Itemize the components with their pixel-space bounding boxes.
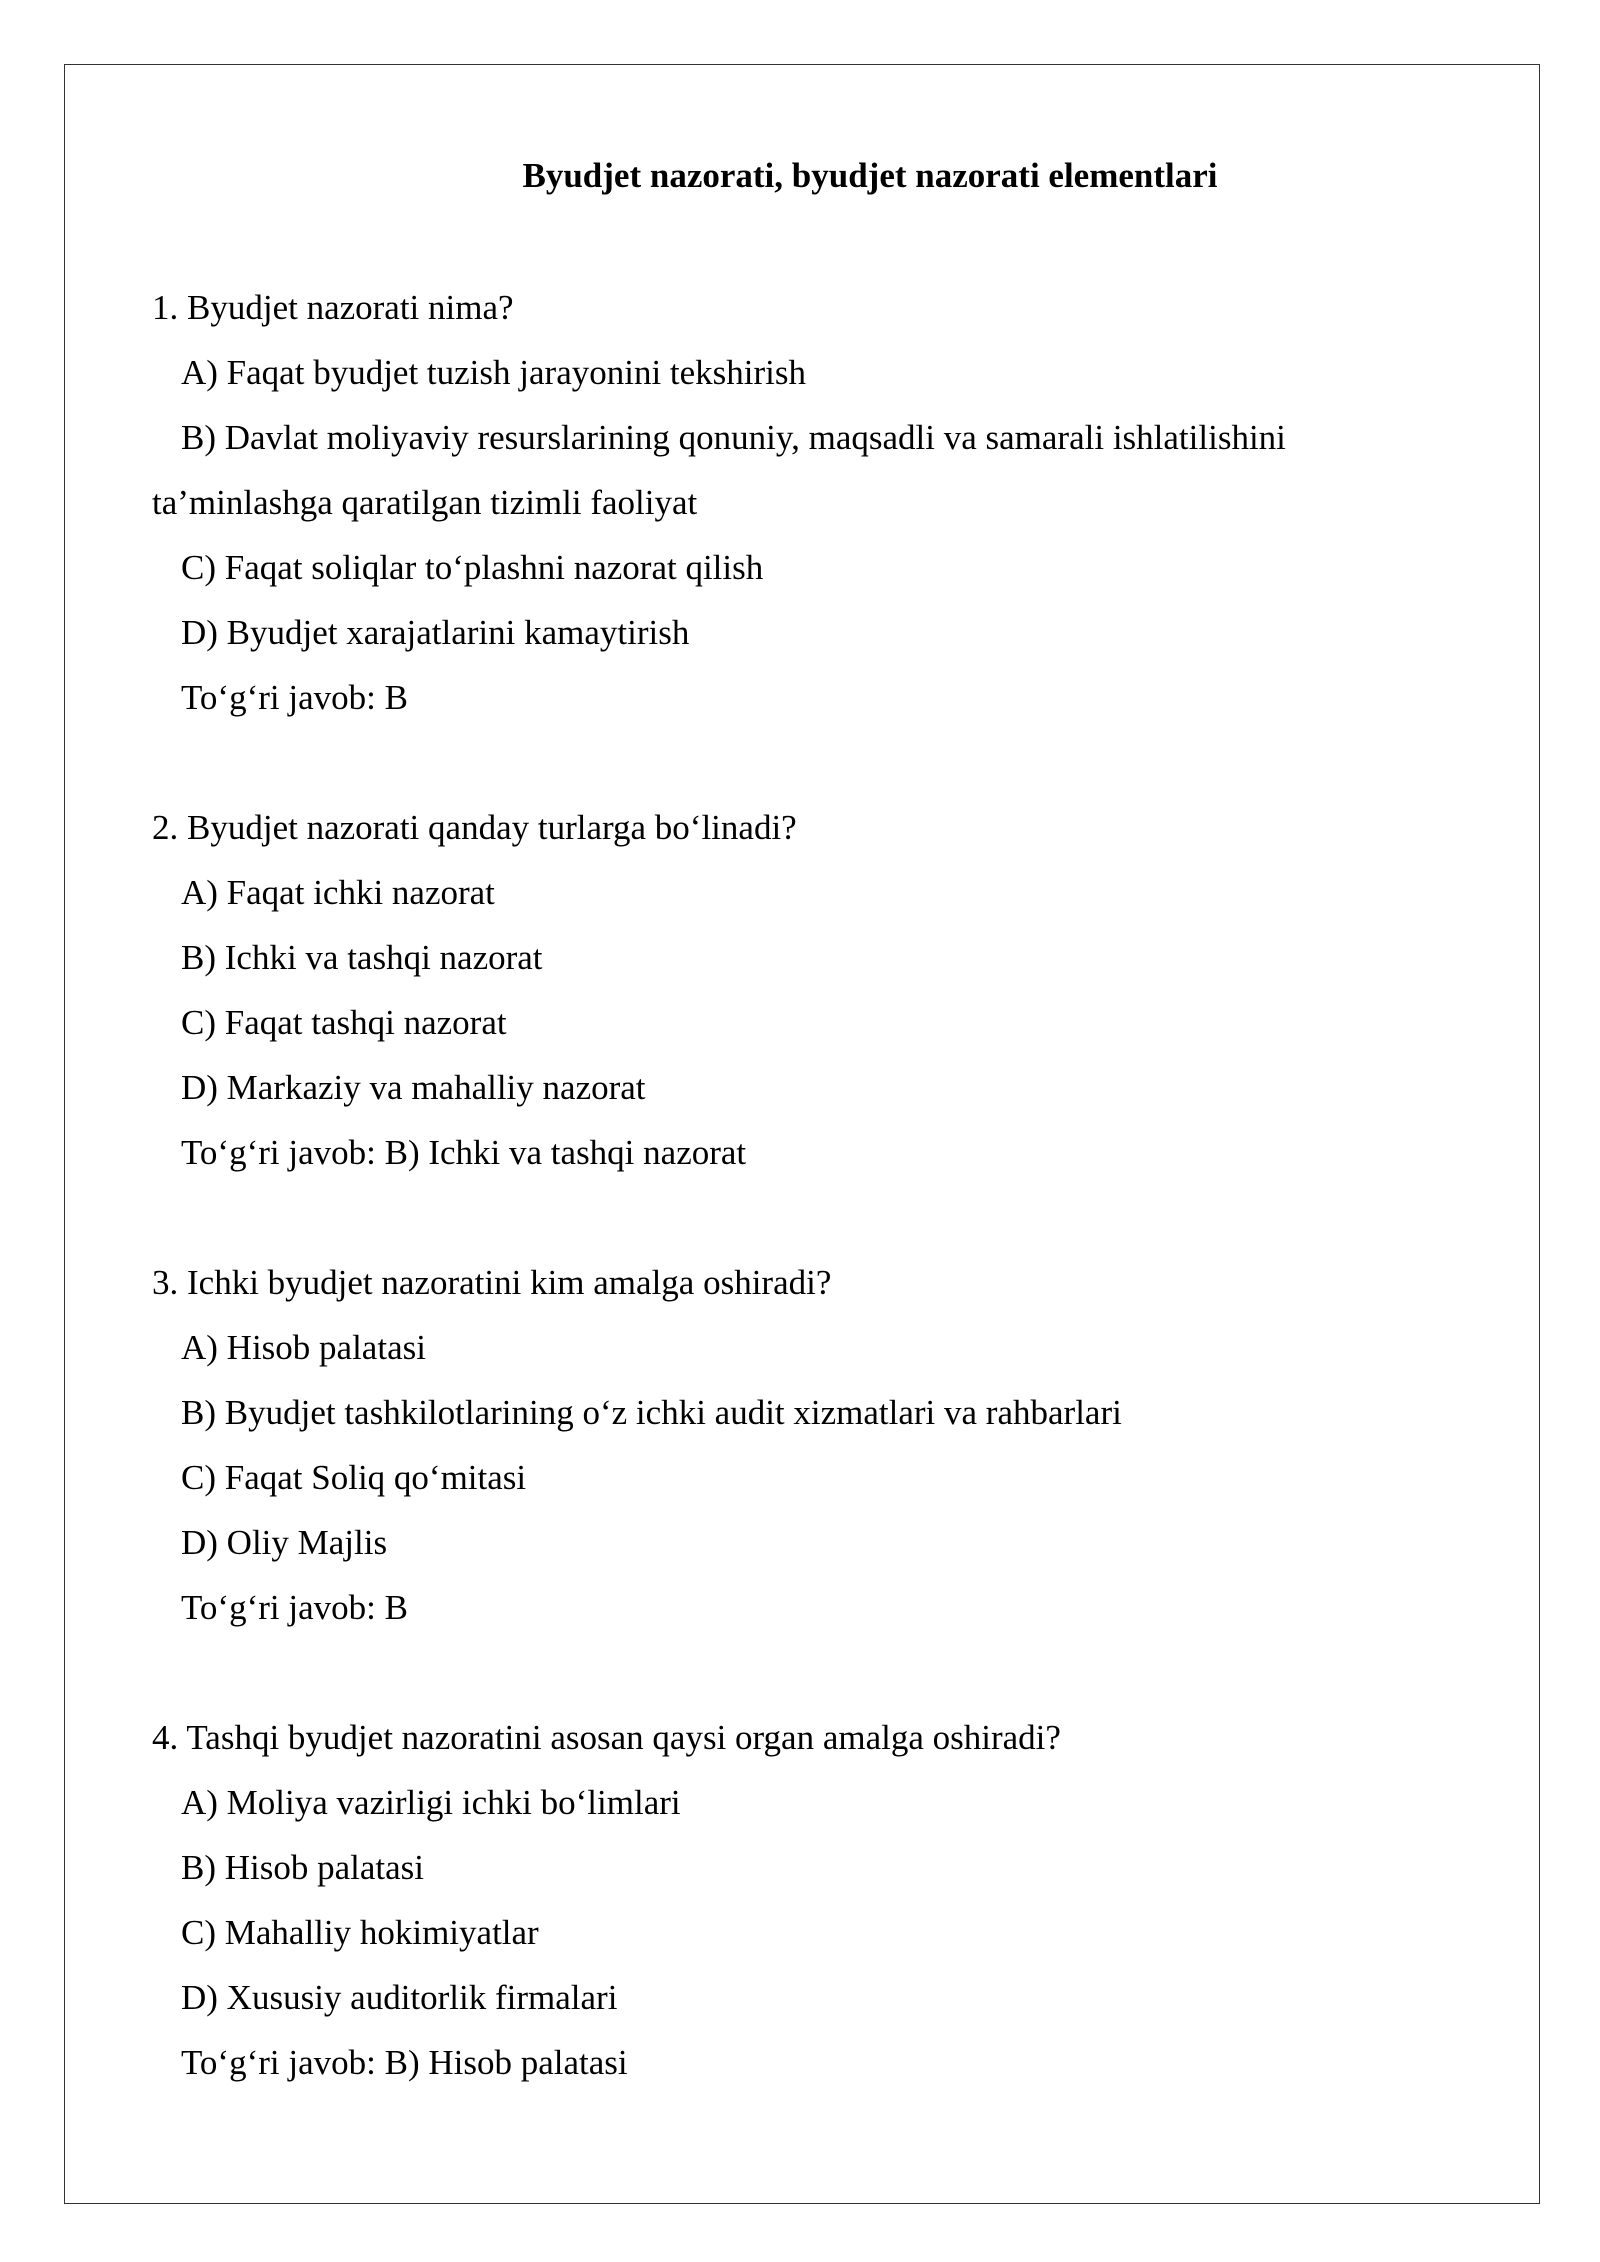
question-3: 3. Ichki byudjet nazoratini kim amalga oshiradi? — [152, 1263, 832, 1302]
q1-option-c: C) Faqat soliqlar to‘plashni nazorat qilish — [181, 548, 764, 587]
q1-option-b-continued: ta’minlashga qaratilgan tizimli faoliyat — [152, 483, 698, 522]
q3-option-a: A) Hisob palatasi — [181, 1328, 426, 1367]
q2-answer: To‘g‘ri javob: B) Ichki va tashqi nazorat — [181, 1133, 747, 1172]
q1-option-b: B) Davlat moliyaviy resurslarining qonuniy, maqsadli va samarali ishlatilishini — [181, 418, 1286, 457]
q4-option-c: C) Mahalliy hokimiyatlar — [181, 1913, 539, 1952]
q2-option-b: B) Ichki va tashqi nazorat — [181, 938, 543, 977]
q2-option-a: A) Faqat ichki nazorat — [181, 873, 495, 912]
q2-option-c: C) Faqat tashqi nazorat — [181, 1003, 507, 1042]
q3-option-d: D) Oliy Majlis — [181, 1523, 388, 1562]
question-1: 1. Byudjet nazorati nima? — [152, 288, 514, 327]
q4-answer: To‘g‘ri javob: B) Hisob palatasi — [181, 2043, 628, 2082]
question-4: 4. Tashqi byudjet nazoratini asosan qaysi organ amalga oshiradi? — [152, 1718, 1061, 1757]
document-title: Byudjet nazorati, byudjet nazorati elementlari — [522, 156, 1218, 195]
q1-option-d: D) Byudjet xarajatlarini kamaytirish — [181, 613, 690, 652]
q3-option-b: B) Byudjet tashkilotlarining o‘z ichki audit xizmatlari va rahbarlari — [181, 1393, 1122, 1432]
q4-option-b: B) Hisob palatasi — [181, 1848, 425, 1887]
q1-answer: To‘g‘ri javob: B — [181, 678, 408, 717]
q2-option-d: D) Markaziy va mahalliy nazorat — [181, 1068, 646, 1107]
q4-option-a: A) Moliya vazirligi ichki bo‘limlari — [181, 1783, 681, 1822]
q3-option-c: C) Faqat Soliq qo‘mitasi — [181, 1458, 527, 1497]
q1-option-a: A) Faqat byudjet tuzish jarayonini tekshirish — [181, 353, 807, 392]
q3-answer: To‘g‘ri javob: B — [181, 1588, 408, 1627]
question-2: 2. Byudjet nazorati qanday turlarga bo‘linadi? — [152, 808, 797, 847]
q4-option-d: D) Xususiy auditorlik firmalari — [181, 1978, 618, 2017]
